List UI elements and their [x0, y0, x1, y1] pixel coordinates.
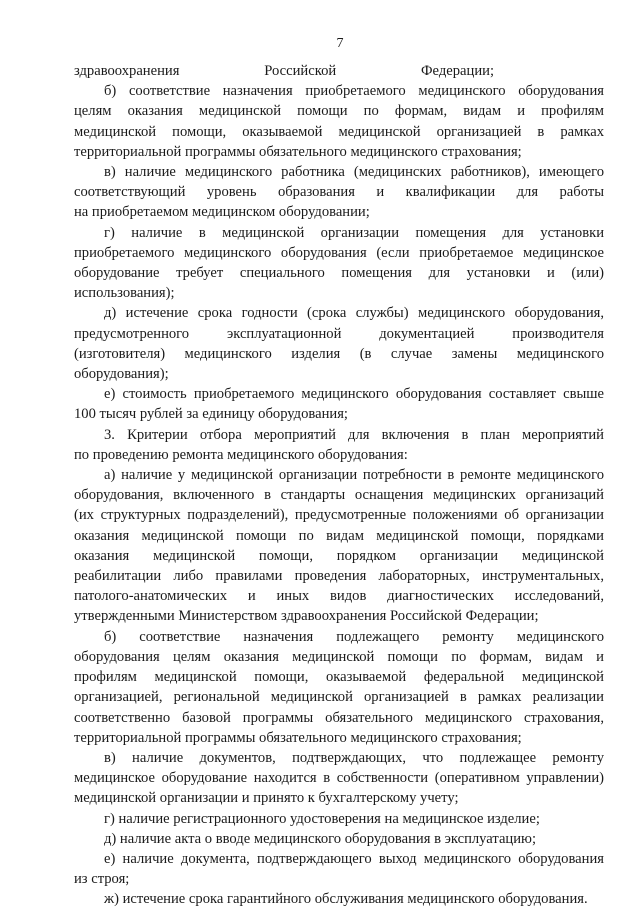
text-line: е) наличие документа, подтверждающего выход медицинского оборудования	[104, 850, 604, 867]
paragraph	[74, 809, 604, 829]
text-line: профилям медицинской помощи, оказываемой федеральной медицинской	[74, 669, 604, 686]
text-line: оказания медицинской помощи, порядком организации медицинской	[74, 547, 604, 564]
text-line: (их структурных подразделений), предусмотренные положениями об организации	[74, 507, 604, 524]
text-line: оказания медицинской помощи по видам медицинской помощи, порядками	[74, 527, 604, 544]
text-line: территориальной программы обязательного медицинского страхования;	[74, 729, 522, 746]
text-line: д) наличие акта о вводе медицинского оборудования в эксплуатацию;	[104, 830, 536, 847]
paragraph	[74, 748, 604, 809]
paragraph	[74, 425, 604, 465]
text-line: оборудование требует специального помещения для установки и (или)	[74, 265, 604, 282]
text-line: 3. Критерии отбора мероприятий для включения в план мероприятий	[104, 426, 604, 443]
text-line: организацией, региональной медицинской организацией в рамках реализации	[74, 689, 604, 706]
document-body	[74, 61, 604, 910]
text-line: (изготовителя) медицинского изделия (в случае замены медицинского	[74, 345, 604, 362]
text-line: соответственно базовой программы обязательного медицинского страхования,	[74, 709, 604, 726]
text-line: территориальной программы обязательного медицинского страхования;	[74, 143, 522, 160]
paragraph	[74, 81, 604, 162]
text-line: г) наличие регистрационного удостоверения на медицинское изделие;	[104, 810, 540, 827]
text-line: использования);	[74, 285, 175, 302]
text-line: оборудования, включенного в стандарты оснащения медицинских организаций	[74, 487, 604, 504]
text-line: а) наличие у медицинской организации потребности в ремонте медицинского	[104, 467, 604, 484]
text-line: оборудования);	[74, 366, 169, 383]
text-line: целям оказания медицинской помощи по формам, видам и профилям	[74, 103, 604, 120]
text-line: реабилитации либо правилами проведения лабораторных, инструментальных,	[74, 568, 604, 585]
text-line: медицинское оборудование находится в собственности (оперативном управлении)	[74, 770, 604, 787]
paragraph	[74, 303, 604, 384]
paragraph	[74, 162, 604, 223]
text-line: е) стоимость приобретаемого медицинского оборудования составляет свыше	[104, 386, 604, 403]
text-line: медицинской организации и принято к бухгалтерскому учету;	[74, 790, 459, 807]
text-line: г) наличие в медицинской организации помещения для установки	[104, 224, 604, 241]
text-line: ж) истечение срока гарантийного обслуживания медицинского оборудования.	[104, 891, 588, 908]
text-line: предусмотренного эксплуатационной документацией производителя	[74, 325, 604, 342]
paragraph	[74, 889, 604, 909]
text-line: патолого-анатомических и иных видов диагностических исследований,	[74, 588, 604, 605]
paragraph	[74, 465, 604, 627]
text-line: д) истечение срока годности (срока службы) медицинского оборудования,	[104, 305, 604, 322]
paragraph	[74, 829, 604, 849]
text-line: на приобретаемом медицинском оборудовании;	[74, 204, 370, 221]
text-line: из строя;	[74, 871, 130, 888]
paragraph	[74, 627, 604, 748]
text-line: в) наличие медицинского работника (медицинских работников), имеющего	[104, 164, 604, 181]
text-line: в) наличие документов, подтверждающих, что подлежащее ремонту	[104, 749, 604, 766]
text-line: утвержденными Министерством здравоохранения Российской Федерации;	[74, 608, 539, 625]
paragraph	[74, 223, 604, 304]
text-line: оборудования целям оказания медицинской помощи по формам, видам и	[74, 648, 604, 665]
text-line: б) соответствие назначения подлежащего ремонту медицинского	[104, 628, 604, 645]
paragraph	[74, 61, 604, 81]
paragraph	[74, 384, 604, 424]
text-line: приобретаемого медицинского оборудования (если приобретаемое медицинское	[74, 244, 604, 261]
text-line: здравоохранения Российской Федерации;	[74, 63, 494, 79]
text-line: по проведению ремонта медицинского оборудования:	[74, 446, 408, 463]
paragraph	[74, 849, 604, 889]
text-line: 100 тысяч рублей за единицу оборудования;	[74, 406, 348, 423]
text-line: медицинской помощи, оказываемой медицинской организацией в рамках	[74, 123, 604, 140]
text-line: б) соответствие назначения приобретаемого медицинского оборудования	[104, 83, 604, 100]
page-number: 7	[336, 36, 344, 51]
text-line: соответствующий уровень образования и квалификации для работы	[74, 184, 604, 201]
